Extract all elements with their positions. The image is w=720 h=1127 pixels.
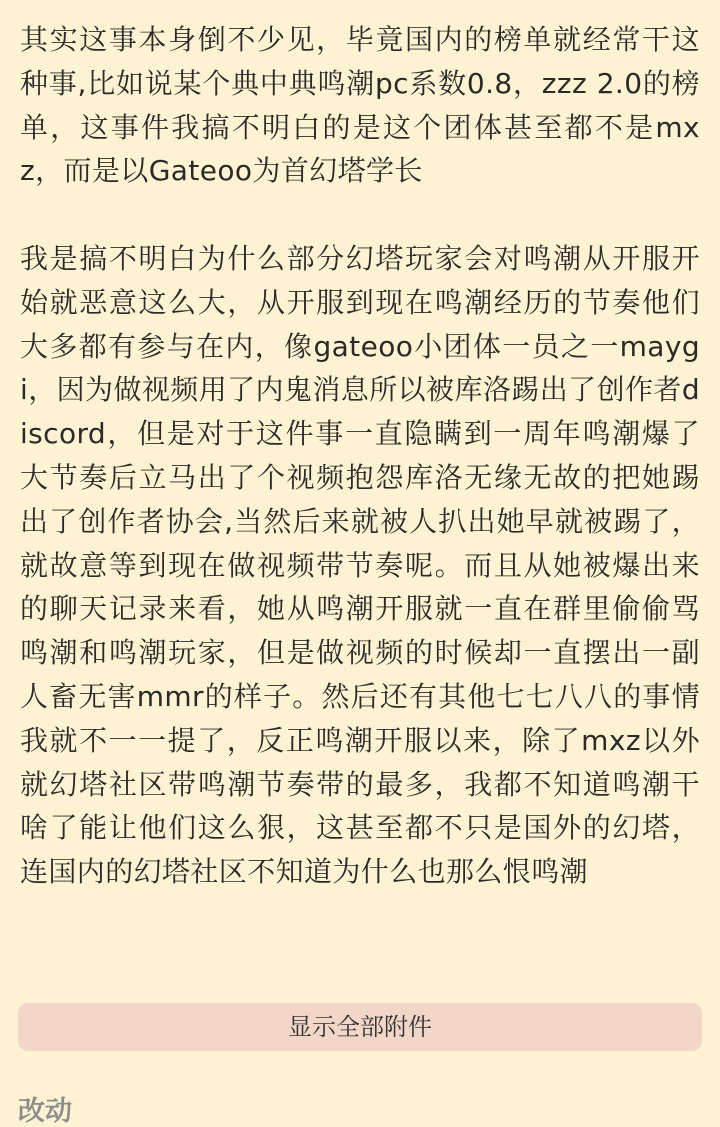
- post-paragraph: 我是搞不明白为什么部分幻塔玩家会对鸣潮从开服开始就恶意这么大，从开服到现在鸣潮经历的节奏他们大多都有参与在内，像gateoo小团体一员之一maygi，因为做视频用了内鬼消息所以被库洛踢出了创作者discord，但是对于这件事一直隐瞒到一周年鸣潮爆了大节奏后立马出了个视频抱怨库洛无缘无故的把她踢出了创作者协会,当然后来就被人扒出她早就被踢了，就故意等到现在做视频带节奏呢。而且从她被爆出来的聊天记录来看，她从鸣潮开服就一直在群里偷偷骂鸣潮和鸣潮玩家，但是做视频的时候却一直摆出一副人畜无害mmr的样子。然后还有其他七七八八的事情我就不一一提了，反正鸣潮开服以来，除了mxz以外就幻塔社区带鸣潮节奏带的最多，我都不知道鸣潮干啥了能让他们这么狠，这甚至都不只是国外的幻塔，连国内的幻塔社区不知道为什么也那么恨鸣潮: [20, 241, 700, 889]
- post-body: [20, 18, 700, 894]
- post-paragraph: 其实这事本身倒不少见，毕竟国内的榜单就经常干这种事,比如说某个典中典鸣潮pc系数0.8，zzz 2.0的榜单，这事件我搞不明白的是这个团体甚至都不是mxz，而是以Gateoo为首幻塔学长: [20, 23, 700, 188]
- show-all-attachments-button[interactable]: 显示全部附件: [18, 1003, 702, 1051]
- section-heading: 改动: [18, 1096, 72, 1127]
